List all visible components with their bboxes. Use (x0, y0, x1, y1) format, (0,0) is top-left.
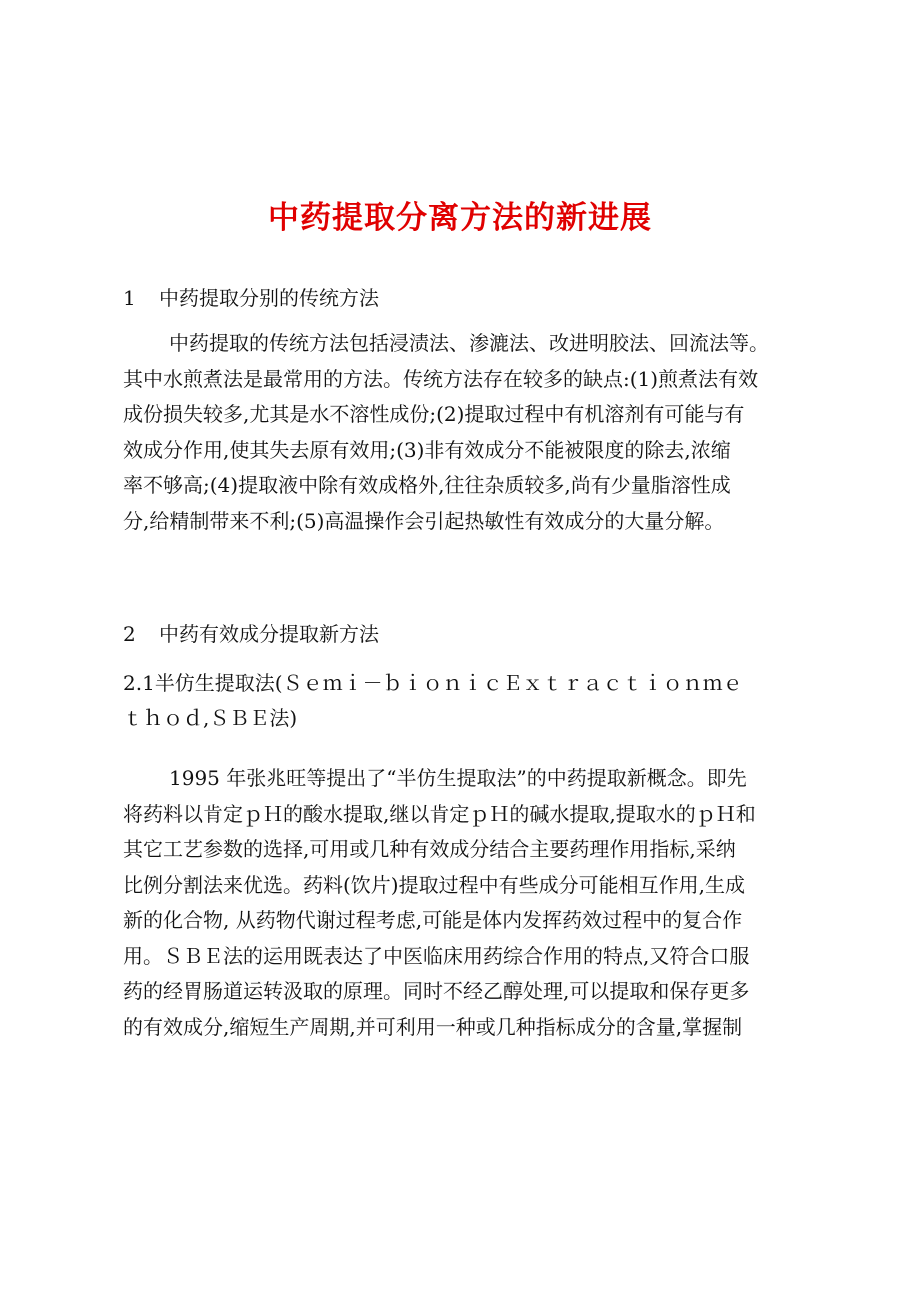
section-1-heading (123, 283, 379, 313)
paragraph-line: 分,给精制带来不利;(5)高温操作会引起热敏性有效成分的大量分解。 (123, 508, 725, 533)
document-title: 中药提取分离方法的新进展 (268, 200, 652, 236)
section-heading-text: 半仿生提取法(Ｓｅｍｉ－ｂｉｏｎｉｃＥｘｔｒａｃｔｉｏｎｍｅ (154, 671, 743, 695)
paragraph-line: 其它工艺参数的选择,可用或几种有效成分结合主要药理作用指标,采纳 (123, 837, 736, 861)
paragraph-line: 将药料以肯定ｐＨ的酸水提取,继以肯定ｐＨ的碱水提取,提取水的ｐＨ和 (123, 801, 756, 826)
section-heading-text: 中药有效成分提取新方法 (159, 622, 379, 646)
heading-line (123, 666, 803, 701)
section-2-heading (123, 619, 379, 649)
paragraph-line: 药的经胃肠道运转汲取的原理。同时不经乙醇处理,可以提取和保存更多 (123, 979, 750, 1003)
section-2-1-paragraph (123, 761, 805, 1045)
section-2-1-heading (123, 666, 803, 736)
paragraph-line: 比例分割法来优选。药料(饮片)提取过程中有些成分可能相互作用,生成 (123, 872, 745, 897)
section-1-paragraph (123, 326, 805, 539)
paragraph-line: 中药提取的传统方法包括浸渍法、渗漉法、改进明胶法、回流法等。 (169, 331, 769, 355)
paragraph-line: 新的化合物, 从药物代谢过程考虑,可能是体内发挥药效过程中的复合作 (123, 908, 743, 932)
section-number: 2 (123, 622, 136, 646)
section-number: 2.1 (123, 671, 155, 695)
paragraph-line: 其中水煎煮法是最常用的方法。传统方法存在较多的缺点:(1)煎煮法有效 (123, 366, 759, 391)
paragraph-line: 用。ＳＢＥ法的运用既表达了中医临床用药综合作用的特点,又符合口服 (123, 943, 750, 968)
paragraph-line: 的有效成分,缩短生产周期,并可利用一种或几种指标成分的含量,掌握制 (123, 1014, 743, 1039)
paragraph-line: 成份损失较多,尤其是水不溶性成份;(2)提取过程中有机溶剂有可能与有 (123, 402, 745, 426)
heading-line: ｔｈｏｄ,ＳＢＥ法) (123, 706, 298, 730)
section-number: 1 (123, 286, 136, 310)
paragraph-line: 1995 年张兆旺等提出了“半仿生提取法”的中药提取新概念。即先 (169, 766, 747, 790)
section-heading-text: 中药提取分别的传统方法 (159, 286, 379, 310)
paragraph-line: 率不够高;(4)提取液中除有效成格外,往往杂质较多,尚有少量脂溶性成 (123, 473, 731, 497)
paragraph-line: 效成分作用,使其失去原有效用;(3)非有效成分不能被限度的除去,浓缩 (123, 437, 731, 462)
